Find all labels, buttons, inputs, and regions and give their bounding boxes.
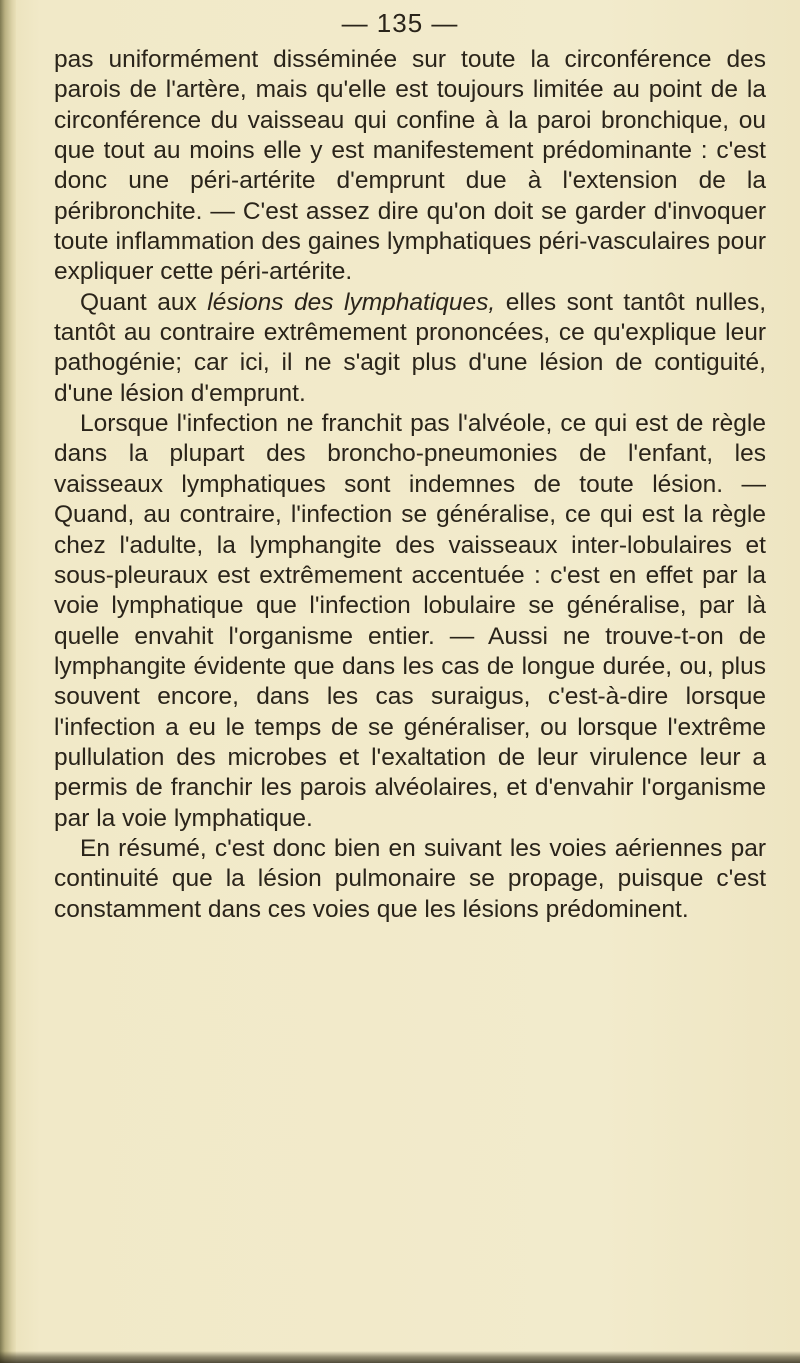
- paragraph-2-lead: Quant aux: [80, 288, 208, 316]
- paragraph-2-italic: lésions des lymphatiques,: [207, 288, 496, 316]
- page-bottom-edge: [0, 1351, 800, 1363]
- paragraph-3: Lorsque l'infection ne franchit pas l'alvéole, ce qui est de règle dans la plupart des broncho-pneumonies de l'enfant, les vaisseaux lymphatiques sont indemnes de toute lésion. — Quand, au contraire, l'infection se généralise, ce qui est la règle chez l'adulte, la lymphangite des vaisseaux inter-lobulaires et sous-pleuraux est extrêmement accentuée : c'est en effet par la voie lymphatique que l'infection lobulaire se généralise, par là quelle envahit l'organisme entier. — Aussi ne trouve-t-on de lymphangite évidente que dans les cas de longue durée, ou, plus souvent encore, dans les cas suraigus, c'est-à-dire lorsque l'infection a eu le temps de se généraliser, ou lorsque l'extrême pullulation des microbes et l'exaltation de leur virulence leur a permis de franchir les parois alvéolaires, et d'envahir l'organisme par la voie lymphatique.: [54, 410, 766, 832]
- page-gutter: [0, 0, 16, 1363]
- paragraph-2: [54, 288, 766, 409]
- body-text: [54, 45, 766, 925]
- page-number: — 135 —: [341, 8, 459, 38]
- paragraph-1: pas uniformément disséminée sur toute la circonférence des parois de l'artère, mais qu'elle est toujours limitée au point de la circonférence du vaisseau qui confine à la paroi bronchique, ou que tout au moins elle y est manifestement prédominante : c'est donc une péri-artérite d'emprunt due à l'extension de la péribronchite. — C'est assez dire qu'on doit se garder d'invoquer toute inflammation des gaines lymphatiques péri-vasculaires pour expliquer cette péri-artérite.: [54, 46, 766, 286]
- paragraph-4: En résumé, c'est donc bien en suivant les voies aériennes par continuité que la lésion pulmonaire se propage, puisque c'est constamment dans ces voies que les lésions prédominent.: [54, 834, 766, 923]
- paragraph-2-rest: elles sont tantôt nulles, tantôt au contraire extrêmement prononcées, ce qu'explique leur pathogénie; car ici, il ne s'agit plus d'une lésion de contiguité, d'une lésion d'emprunt.: [54, 288, 767, 407]
